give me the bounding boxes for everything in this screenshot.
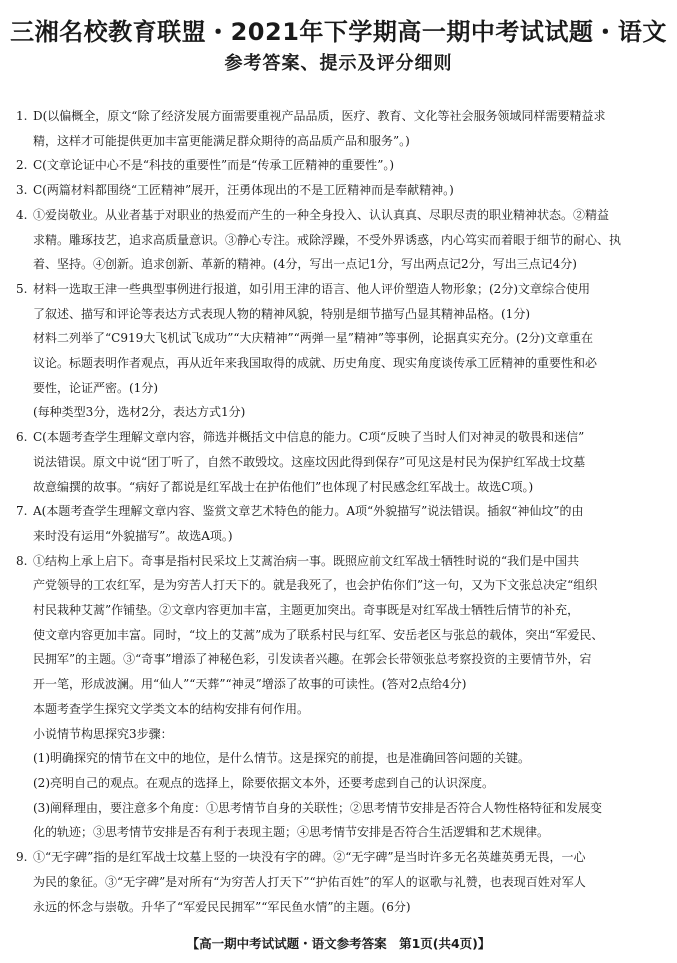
answer-line: 着、坚持。④创新。追求创新、革新的精神。(4分，写出一点记1分，写出两点记2分，写出三点记4分)	[33, 257, 577, 272]
page-title: 三湘名校教育联盟・2021年下学期高一期中考试试题・语文	[10, 18, 667, 46]
answer-line: 村民栽种艾蒿”作铺垫。②文章内容更加丰富，主题更加突出。奇事既是对红军战士牺牲后情节的补充，	[33, 603, 580, 618]
answer-line: 材料二列举了“C919大飞机试飞成功”“大庆精神”“两弹一星”精神”等事例，论据真实充分。(2分)文章重在	[33, 331, 594, 346]
answer-line: 永远的怀念与崇敬。升华了“军爱民民拥军”“军民鱼水情”的主题。(6分)	[33, 899, 411, 914]
answer-line: 民拥军”的主题。③“奇事”增添了神秘色彩，引发读者兴趣。在郭会长带领张总考察投资的主要情节外，宕	[33, 652, 592, 667]
answer-line: 了叙述、描写和评论等表达方式表现人物的精神风貌，特别是细节描写凸显其精神品格。(1分)	[33, 306, 531, 321]
answer-line: 说法错误。原文中说“团丁听了，自然不敢毁坟。这座坟因此得到保存”可见这是村民为保护红军战士坟墓	[33, 454, 586, 469]
answer-item	[16, 425, 668, 499]
answer-line: C(文章论证中心不是“科技的重要性”而是“传承工匠精神的重要性”。)	[33, 158, 395, 173]
answer-line: 精，这样才可能提供更加丰富更能满足群众期待的高品质产品和服务”。)	[33, 133, 410, 148]
answer-line: 要性，论证严密。(1分)	[33, 380, 158, 395]
answer-number: 9.	[16, 850, 28, 865]
answer-number: 3.	[16, 183, 28, 198]
answer-line: 故意编撰的故事。“病好了都说是红军战士在护佑他们”也体现了村民感念红军战士。故选C项。)	[33, 479, 534, 494]
answer-item	[16, 153, 668, 178]
answer-number: 6.	[16, 430, 28, 445]
answer-line: (2)亮明自己的观点。在观点的选择上，除要依据文本外，还要考虑到自己的认识深度。	[33, 775, 495, 790]
answer-line: ①“无字碑”指的是红军战士坟墓上竖的一块没有字的碑。②“无字碑”是当时许多无名英雄英勇无畏，一心	[33, 850, 586, 865]
answer-line: 来时没有运用“外貌描写”。故选A项。)	[33, 528, 233, 543]
answer-line: A(本题考查学生理解文章内容、鉴赏文章艺术特色的能力。A项“外貌描写”说法错误。插叙“神仙坟”的由	[33, 504, 584, 519]
answer-line: ①结构上承上启下。奇事是指村民采坟上艾蒿治病一事。既照应前文红军战士牺牲时说的“我们是中国共	[33, 553, 580, 568]
answer-number: 4.	[16, 207, 28, 222]
answer-item	[16, 549, 668, 845]
answer-line: 化的轨迹；③思考情节安排是否有利于表现主题；④思考情节安排是否符合生活逻辑和艺术规律。	[33, 825, 550, 840]
answer-line: 使文章内容更加丰富。同时，“坟上的艾蒿”成为了联系村民与红军、安岳老区与张总的载体，突出“军爱民、	[33, 627, 604, 642]
answer-item	[16, 203, 668, 277]
answer-line: D(以偏概全，原文“除了经济发展方面需要重视产品品质，医疗、教育、文化等社会服务领域同样需要精益求	[33, 109, 606, 123]
answer-number: 7.	[16, 504, 28, 519]
answer-line: 求精。雕琢技艺，追求高质量意识。③静心专注。戒除浮躁，不受外界诱惑，内心笃实而着眼于细节的耐心、执	[33, 232, 622, 247]
answer-line: 为民的象征。③“无字碑”是对所有“为穷苦人打天下”“护佑百姓”的军人的讴歌与礼赞，也表现百姓对军人	[33, 874, 586, 889]
answer-line: 产党领导的工农红军，是为穷苦人打天下的。就是我死了，也会护佑你们”这一句，又为下文张总决定“组织	[33, 578, 598, 593]
answer-item	[16, 499, 668, 548]
answer-number: 5.	[16, 281, 28, 296]
answer-line: 小说情节构思探究3步骤：	[33, 726, 173, 741]
page-footer: 【高一期中考试试题・语文参考答案 第1页(共4页)】	[186, 936, 491, 951]
answer-line: ①爱岗敬业。从业者基于对职业的热爱而产生的一种全身投入、认认真真、尽职尽责的职业精神状态。②精益	[33, 207, 610, 222]
answer-line: (每种类型3分，选材2分，表达方式1分)	[33, 405, 246, 420]
page-subtitle: 参考答案、提示及评分细则	[224, 53, 453, 74]
answer-line: 开一笔，形成波澜。用“仙人”“天葬”“神灵”增添了故事的可读性。(答对2点给4分)	[33, 677, 467, 692]
answer-line: (3)阐释理由，要注意多个角度：①思考情节自身的关联性；②思考情节安排是否符合人物性格特征和发展变	[33, 800, 603, 815]
answer-line: 议论。标题表明作者观点，再从近年来我国取得的成就、历史角度、现实角度谈传承工匠精神的重要性和必	[33, 356, 598, 371]
answer-line: C(本题考查学生理解文章内容，筛选并概括文中信息的能力。C项“反映了当时人们对神灵的敬畏和迷信”	[33, 430, 585, 445]
answer-number: 1.	[16, 109, 28, 123]
answer-item	[16, 104, 668, 153]
answer-line: 材料一选取王津一些典型事例进行报道，如引用王津的语言、他人评价塑造人物形象；(2分)文章综合使用	[33, 281, 591, 296]
answer-item	[16, 178, 668, 203]
answer-list	[16, 104, 668, 919]
answer-number: 2.	[16, 158, 28, 173]
answer-line: 本题考查学生探究文学类文本的结构安排有何作用。	[33, 701, 310, 716]
answer-line: C(两篇材料都围绕“工匠精神”展开，汪勇体现出的不是工匠精神而是奉献精神。)	[33, 183, 454, 198]
answer-item	[16, 277, 668, 425]
answer-line: (1)明确探究的情节在文中的地位，是什么情节。这是探究的前提，也是准确回答问题的关键。	[33, 751, 531, 766]
answer-number: 8.	[16, 553, 28, 568]
answer-item	[16, 845, 668, 919]
